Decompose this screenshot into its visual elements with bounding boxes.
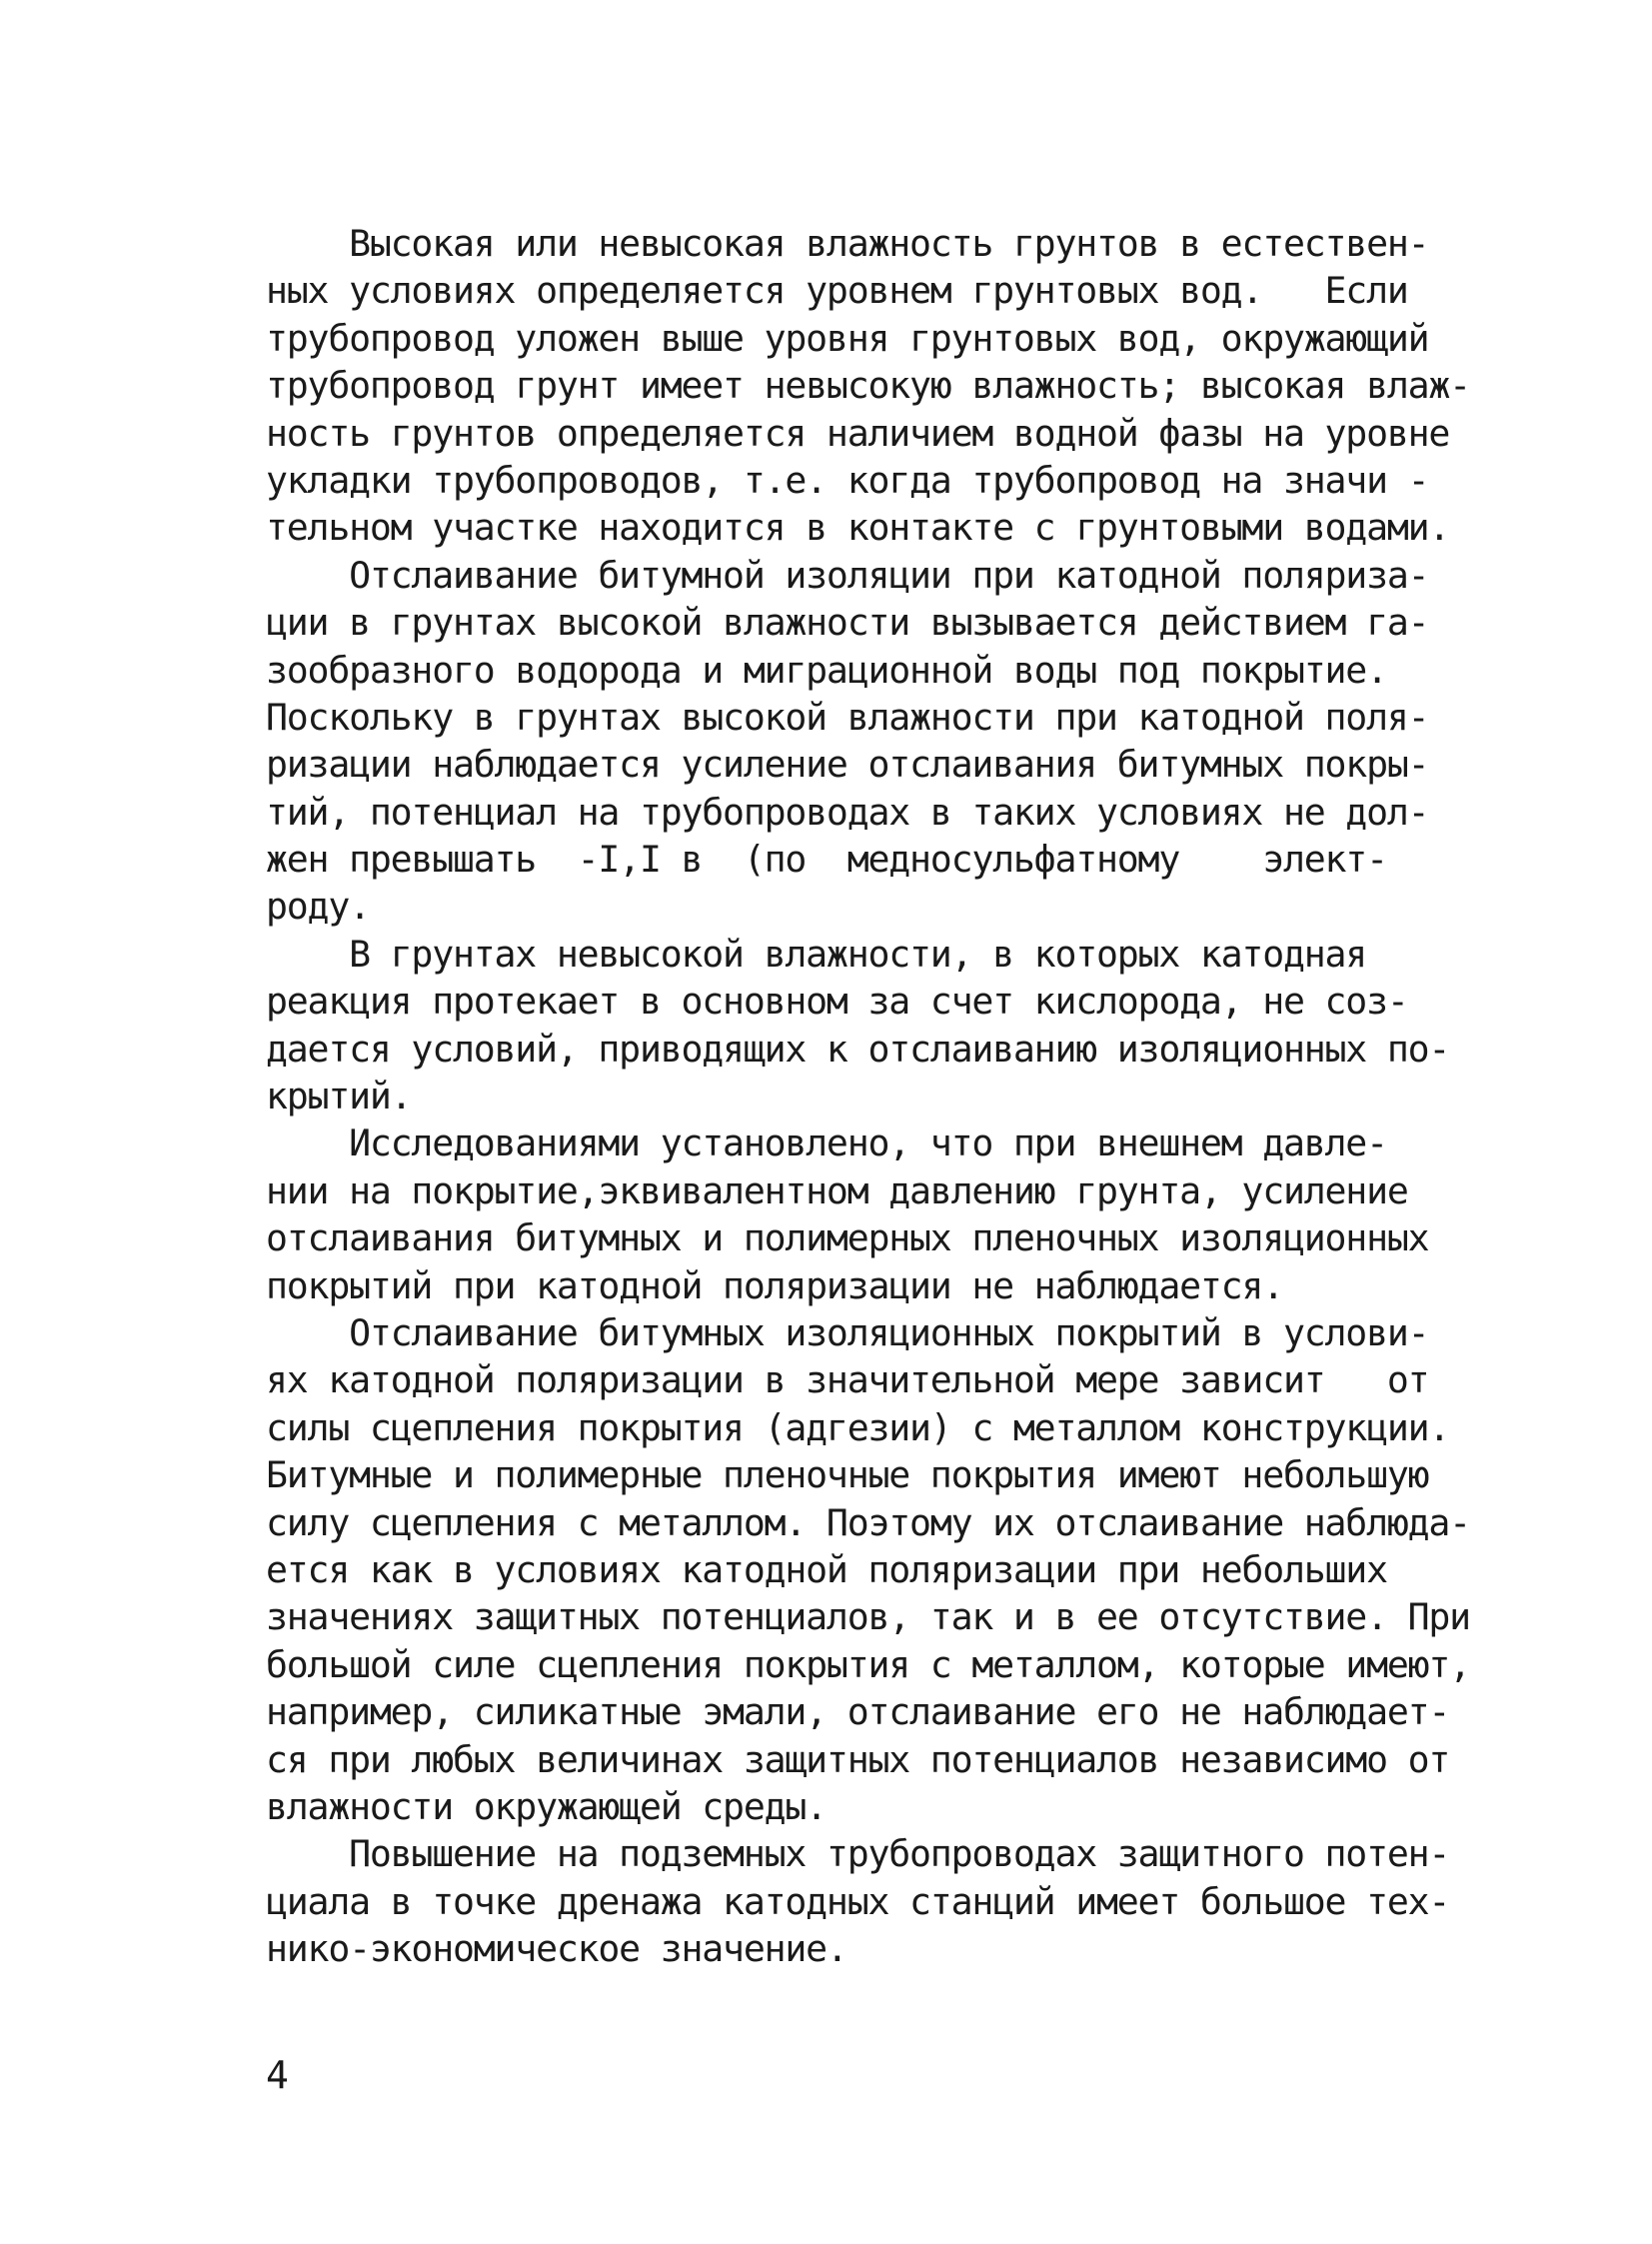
text-line: нико-экономическое значение. xyxy=(266,1927,847,1971)
text-line: реакция протекает в основном за счет кислорода, не соз- xyxy=(266,980,1408,1024)
text-line: покрытий при катодной поляризации не наблюдается. xyxy=(266,1263,1283,1307)
text-line: Поскольку в грунтах высокой влажности при катодной поля- xyxy=(266,695,1429,739)
text-line: ях катодной поляризации в значительной мере зависит от xyxy=(266,1358,1429,1402)
text-line: трубопровод грунт имеет невысокую влажность; высокая влаж- xyxy=(266,364,1470,408)
text-line: силу сцепления с металлом. Поэтому их отслаивание наблюда- xyxy=(266,1500,1470,1544)
text-line: жен превышать -I,I в (по медносульфатному элект- xyxy=(266,838,1387,882)
text-line: Битумные и полимерные пленочные покрытия имеют небольшую xyxy=(266,1453,1429,1497)
text-line: циала в точке дренажа катодных станций имеет большое тех- xyxy=(266,1879,1450,1923)
text-line: зообразного водорода и миграционной воды под покрытие. xyxy=(266,648,1387,692)
text-line: тий, потенциал на трубопроводах в таких условиях не дол- xyxy=(266,790,1429,834)
text-line: ся при любых величинах защитных потенциалов независимо от xyxy=(266,1737,1450,1781)
text-line: тельном участке находится в контакте с грунтовыми водами. xyxy=(266,506,1450,550)
text-line: ность грунтов определяется наличием водной фазы на уровне xyxy=(266,411,1450,455)
text-line: влажности окружающей среды. xyxy=(266,1784,826,1828)
text-line: значениях защитных потенциалов, так и в ее отсутствие. При xyxy=(266,1595,1470,1639)
text-line: Отслаивание битумных изоляционных покрытий в услови- xyxy=(266,1310,1429,1354)
text-line: ных условиях определяется уровнем грунтовых вод. Если xyxy=(266,269,1408,313)
text-line: большой силе сцепления покрытия с металлом, которые имеют, xyxy=(266,1642,1470,1686)
text-line: крытий. xyxy=(266,1075,412,1119)
text-line: Исследованиями установлено, что при внешнем давле- xyxy=(266,1122,1387,1165)
text-line: нии на покрытие,эквивалентном давлению грунта, усиление xyxy=(266,1168,1408,1212)
text-line: ется как в условиях катодной поляризации при небольших xyxy=(266,1547,1387,1591)
page-number: 4 xyxy=(266,2053,289,2097)
body-text xyxy=(266,220,1470,1972)
text-line: укладки трубопроводов, т.е. когда трубопровод на значи - xyxy=(266,458,1429,502)
text-line: дается условий, приводящих к отслаиванию изоляционных по- xyxy=(266,1027,1450,1071)
text-line: отслаивания битумных и полимерных пленочных изоляционных xyxy=(266,1216,1429,1260)
text-line: Повышение на подземных трубопроводах защитного потен- xyxy=(266,1832,1450,1876)
text-line: ции в грунтах высокой влажности вызывается действием га- xyxy=(266,601,1429,645)
text-line: Высокая или невысокая влажность грунтов в естествен- xyxy=(266,222,1429,265)
text-line: например, силикатные эмали, отслаивание его не наблюдает- xyxy=(266,1690,1450,1734)
text-line: силы сцепления покрытия (адгезии) с металлом конструкции. xyxy=(266,1405,1450,1449)
text-line: роду. xyxy=(266,885,370,929)
text-line: В грунтах невысокой влажности, в которых катодная xyxy=(266,932,1367,976)
text-line: трубопровод уложен выше уровня грунтовых вод, окружающий xyxy=(266,316,1429,360)
text-line: Отслаивание битумной изоляции при катодной поляриза- xyxy=(266,553,1429,597)
text-line: ризации наблюдается усиление отслаивания битумных покры- xyxy=(266,743,1429,787)
